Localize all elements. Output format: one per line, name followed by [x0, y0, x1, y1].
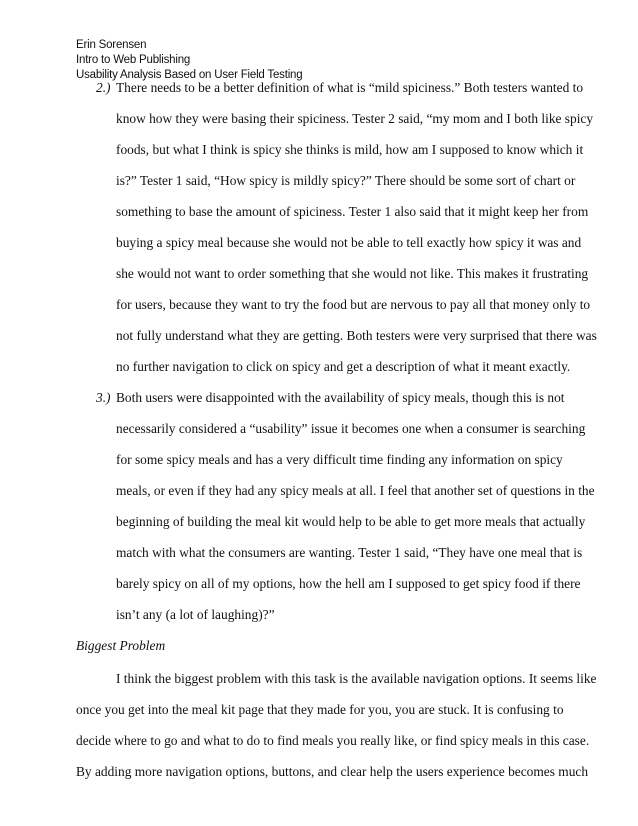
- list-item-line: meals, or even if they had any spicy meals at all. I feel that another set of questions in the: [116, 483, 595, 498]
- assignment-title: Usability Analysis Based on User Field Testing: [76, 69, 303, 81]
- list-item-line: no further navigation to click on spicy and get a description of what it meant exactly.: [116, 359, 571, 374]
- list-item-number: 2.): [96, 80, 111, 95]
- list-item-number: 3.): [96, 390, 111, 405]
- list-item-line: barely spicy on all of my options, how the hell am I supposed to get spicy food if there: [116, 576, 581, 591]
- author-name: Erin Sorensen: [76, 39, 147, 51]
- paragraph-line: By adding more navigation options, buttons, and clear help the users experience becomes much: [76, 764, 589, 779]
- section-heading: Biggest Problem: [76, 638, 166, 653]
- list-item-line: for users, because they want to try the food but are nervous to pay all that money only to: [116, 297, 591, 312]
- list-item-line: know how they were basing their spiciness. Tester 2 said, “my mom and I both like spicy: [116, 111, 594, 126]
- list-item-line: something to base the amount of spiciness. Tester 1 also said that it might keep her from: [116, 204, 589, 219]
- document-header: [76, 38, 302, 83]
- paragraph-line: once you get into the meal kit page that they made for you, you are stuck. It is confusing to: [76, 702, 564, 717]
- list-item-line: isn’t any (a lot of laughing)?”: [116, 607, 275, 622]
- list-item-line: for some spicy meals and has a very difficult time finding any information on spicy: [116, 452, 563, 467]
- list-item-line: match with what the consumers are wanting. Tester 1 said, “They have one meal that is: [116, 545, 583, 560]
- list-item-line: Both users were disappointed with the availability of spicy meals, though this is not: [116, 390, 565, 405]
- list-item-line: necessarily considered a “usability” issue it becomes one when a consumer is searching: [116, 421, 586, 436]
- course-name: Intro to Web Publishing: [76, 54, 191, 66]
- list-item-line: buying a spicy meal because she would not be able to tell exactly how spicy it was and: [116, 235, 582, 250]
- paragraph-line: I think the biggest problem with this task is the available navigation options. It seems like: [116, 671, 597, 686]
- list-item-line: There needs to be a better definition of what is “mild spiciness.” Both testers wanted to: [116, 80, 584, 95]
- list-item-line: beginning of building the meal kit would help to be able to get more meals that actually: [116, 514, 586, 529]
- list-item-line: not fully understand what they are getting. Both testers were very surprised that there was: [116, 328, 597, 343]
- list-item-line: foods, but what I think is spicy she thinks is mild, how am I supposed to know which it: [116, 142, 584, 157]
- list-item-line: is?” Tester 1 said, “How spicy is mildly spicy?” There should be some sort of chart or: [116, 173, 576, 188]
- paragraph-line: decide where to go and what to do to find meals you really like, or find spicy meals in this case.: [76, 733, 590, 748]
- list-item-line: she would not want to order something that she would not like. This makes it frustrating: [116, 266, 589, 281]
